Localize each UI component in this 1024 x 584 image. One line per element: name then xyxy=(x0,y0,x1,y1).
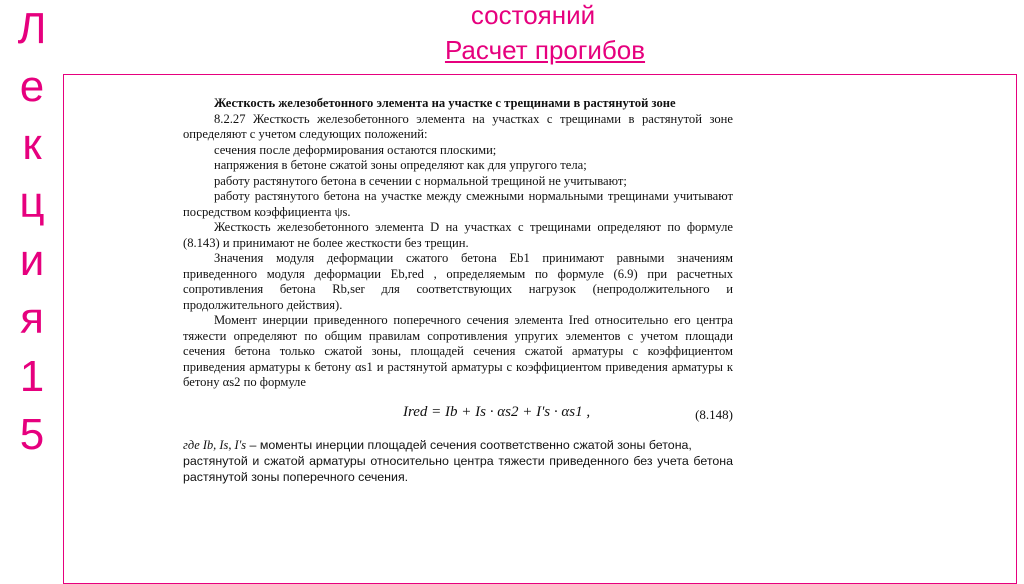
lecture-letter: е xyxy=(19,62,45,111)
list-item: сечения после деформирования остаются плоскими; xyxy=(214,142,497,157)
formula-row xyxy=(183,399,733,437)
lecture-vertical-title xyxy=(6,0,58,464)
section-heading: Жесткость железобетонного элемента на участке с трещинами в растянутой зоне xyxy=(214,96,676,110)
paragraph-stiffness: Жесткость железобетонного элемента D на участках с трещинами определяют по формуле (8.143) и принимают не более жесткости без трещин. xyxy=(183,220,733,250)
paragraph-moment-of-inertia: Момент инерции приведенного поперечного сечения элемента Ired относительно его центра тяжести определяют по общим правилам сопротивления упругих элементов с учетом площади сечения бетона только сжатой зоны, площадей сечения сжатой арматуры с коэффициентом приведения арматуры к бетону αs1 и растянутой арматуры с коэффициентом приведения арматуры к бетону αs2 по формуле xyxy=(183,313,733,389)
lecture-letter: и xyxy=(19,236,45,285)
list-item: напряжения в бетоне сжатой зоны определяют как для упругого тела; xyxy=(214,158,587,172)
paragraph-modulus: Значения модуля деформации сжатого бетона Eb1 принимают равными значениям приведенного модуля деформации Eb,red , определяемым по формуле (6.9) при расчетных сопротивления бетона Rb,ser для соответствующих нагрузок (непродолжительного и продолжительного действия). xyxy=(183,251,733,312)
lecture-letter: 1 xyxy=(19,352,45,401)
where-text: – моменты инерции площадей сечения соответственно сжатой зоны бетона, xyxy=(246,437,692,452)
where-continuation: растянутой и сжатой арматуры относительно центра тяжести приведенного без учета бетона растянутой зоны поперечного сечения. xyxy=(183,453,733,484)
lecture-letter: Л xyxy=(17,4,47,53)
slide-title-line2[interactable]: Расчет прогибов xyxy=(444,35,646,65)
formula-8-148: Ired = Ib + Is · αs2 + I's · αs1 , xyxy=(403,403,591,420)
lecture-letter: ц xyxy=(19,178,45,227)
lecture-letter: к xyxy=(22,120,42,169)
document-body xyxy=(183,96,733,485)
lecture-letter: 5 xyxy=(19,410,45,459)
where-clause xyxy=(183,437,733,453)
list-item: работу растянутого бетона на участке между смежными нормальными трещинами учитывают посредством коэффициента ψs. xyxy=(183,189,733,219)
formula-number: (8.148) xyxy=(695,406,733,422)
where-symbols: где Ib, Is, I's xyxy=(183,437,247,452)
paragraph-8-2-27: 8.2.27 Жесткость железобетонного элемента на участках с трещинами в растянутой зоне определяют с учетом следующих положений: xyxy=(183,111,733,141)
slide-title-line1: состояний xyxy=(470,0,596,30)
list-item: работу растянутого бетона в сечении с нормальной трещиной не учитывают; xyxy=(214,173,627,188)
lecture-letter: я xyxy=(20,294,44,343)
